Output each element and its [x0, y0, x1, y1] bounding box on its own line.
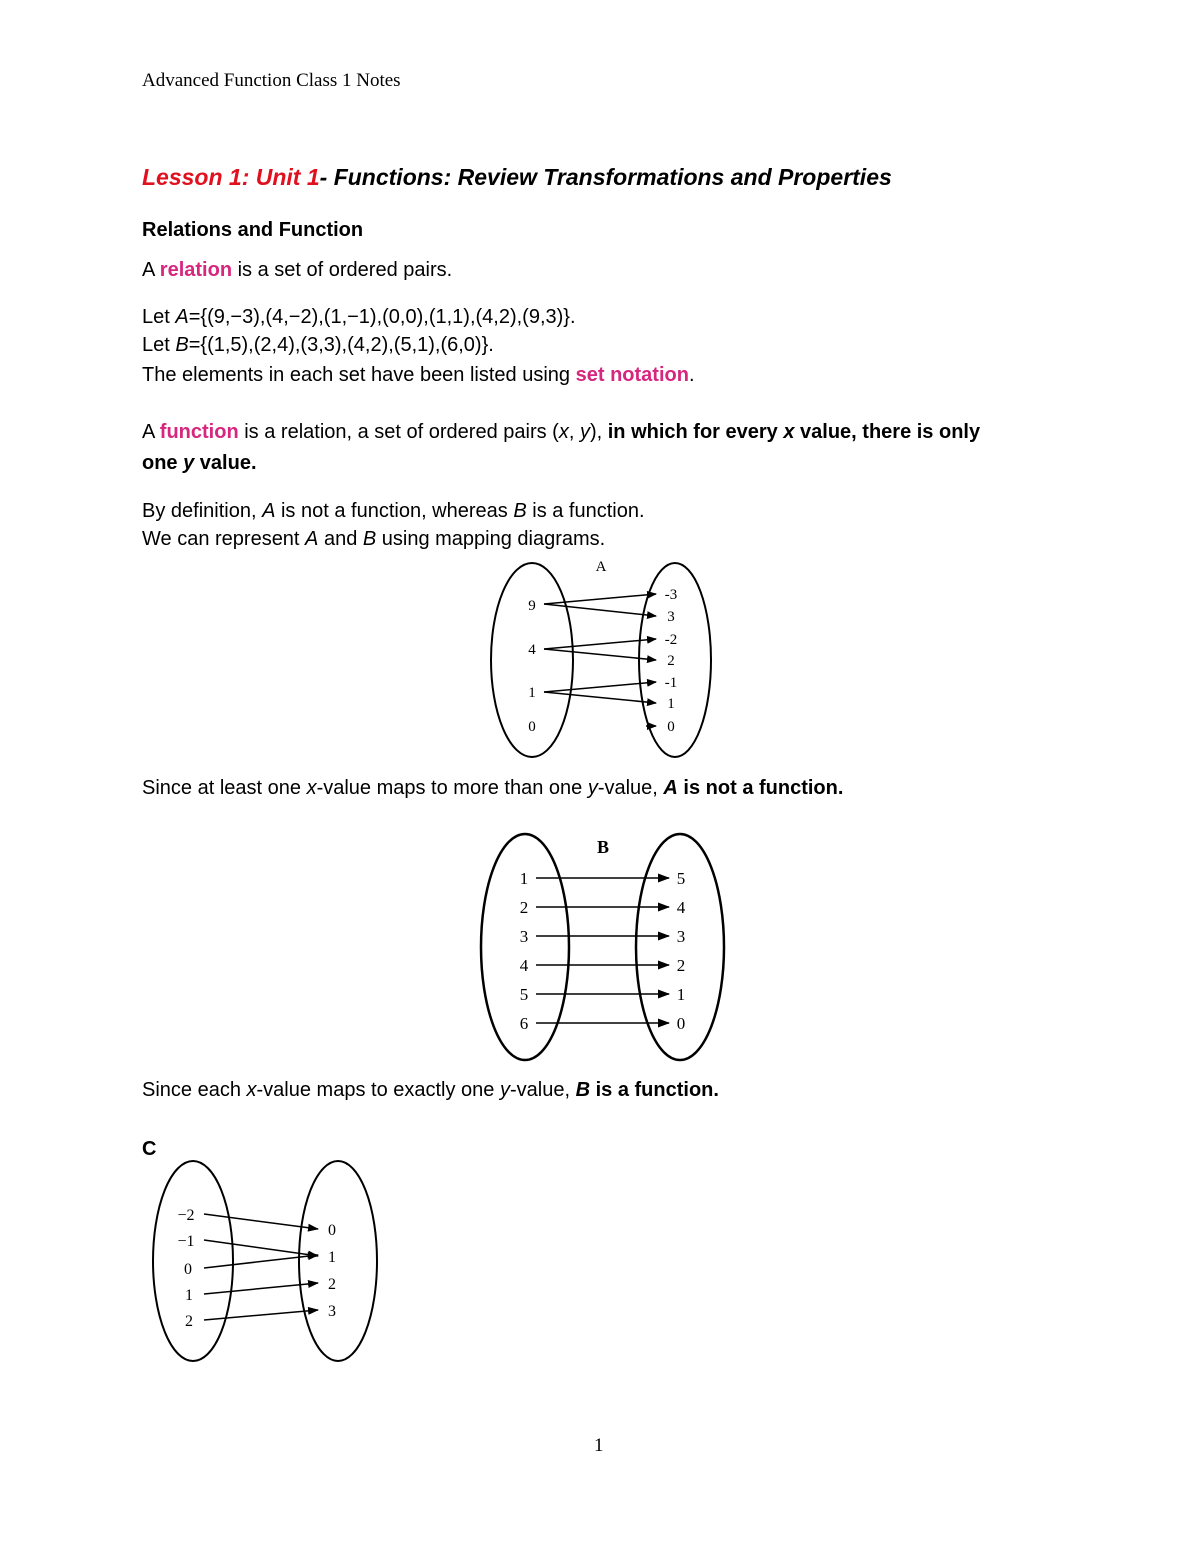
- text: is not a function.: [677, 777, 844, 799]
- range-value: 2: [667, 653, 675, 669]
- text: -value maps to exactly one: [256, 1079, 500, 1101]
- mapping-diagram-b: [470, 830, 740, 1070]
- var-y: y: [183, 452, 195, 474]
- text: ,: [568, 421, 580, 443]
- var-x: x: [783, 421, 795, 443]
- text: and: [318, 528, 363, 550]
- page-number: 1: [594, 1435, 604, 1456]
- mapping-arrow: [544, 682, 656, 692]
- mapping-arrow: [204, 1310, 318, 1320]
- var-x: x: [246, 1079, 257, 1101]
- range-oval: [299, 1161, 377, 1361]
- text: By definition,: [142, 500, 263, 522]
- relation-term: relation: [159, 259, 233, 281]
- range-value: 3: [676, 927, 686, 946]
- domain-value: 2: [185, 1313, 193, 1330]
- diagram-a-label: A: [595, 559, 607, 575]
- range-value: 2: [328, 1276, 336, 1293]
- domain-value: −1: [177, 1233, 195, 1250]
- diagram-b-label: B: [596, 837, 610, 857]
- range-value: 3: [328, 1303, 336, 1320]
- range-value: 2: [676, 956, 686, 975]
- text: is a function.: [526, 500, 645, 522]
- set-notation-term: set notation: [575, 364, 689, 386]
- range-value: -2: [664, 632, 678, 648]
- range-value: 0: [676, 1014, 686, 1033]
- range-value: 5: [676, 869, 686, 888]
- range-value: -1: [664, 675, 678, 691]
- domain-value: 4: [528, 642, 536, 658]
- section-heading: Relations and Function: [142, 219, 364, 241]
- set-name: A: [175, 306, 189, 328]
- conclusion-a: [142, 774, 843, 802]
- set-name: A: [262, 500, 276, 522]
- domain-value: 6: [519, 1014, 529, 1033]
- set-name: A: [305, 528, 319, 550]
- mapping-arrow: [204, 1214, 318, 1229]
- text: A: [142, 421, 160, 443]
- conclusion-b: [142, 1076, 719, 1104]
- text: .: [688, 364, 695, 386]
- mapping-arrow: [544, 594, 656, 604]
- domain-value: 2: [519, 898, 529, 917]
- range-value: -3: [664, 587, 678, 603]
- lesson-title: [142, 164, 892, 191]
- text: The elements in each set have been listed using: [142, 364, 576, 386]
- text: Since each: [142, 1079, 247, 1101]
- text: value.: [194, 452, 257, 474]
- by-definition-line: [142, 497, 645, 525]
- var-y: y: [587, 777, 598, 799]
- domain-value: −2: [177, 1207, 195, 1224]
- range-value: 0: [667, 719, 675, 735]
- set-a-line: [142, 303, 576, 331]
- text: using mapping diagrams.: [376, 528, 606, 550]
- set-notation-line: [142, 361, 695, 389]
- range-value: 1: [676, 985, 686, 1004]
- set-elements: ={(9,−3),(4,−2),(1,−1),(0,0),(1,1),(4,2),(9,3)}.: [188, 306, 576, 328]
- domain-value: 3: [519, 927, 529, 946]
- var-y: y: [499, 1079, 510, 1101]
- diagram-c-label: C: [142, 1138, 157, 1160]
- text: A: [142, 259, 160, 281]
- lesson-title-topic: - Functions: Review Transformations and Properties: [319, 164, 892, 190]
- mapping-arrow: [204, 1255, 318, 1268]
- text: Let: [142, 334, 176, 356]
- text: one: [142, 452, 184, 474]
- domain-value: 5: [519, 985, 529, 1004]
- range-value: 0: [328, 1222, 336, 1239]
- domain-oval: [153, 1161, 233, 1361]
- mapping-diagram-c: [140, 1158, 390, 1368]
- domain-value: 1: [519, 869, 529, 888]
- text: Let: [142, 306, 176, 328]
- domain-value: 0: [184, 1261, 192, 1278]
- text: is a set of ordered pairs.: [232, 259, 453, 281]
- domain-value: 1: [528, 685, 536, 701]
- mapping-diagram-a: [470, 555, 740, 765]
- set-name: B: [575, 1079, 591, 1101]
- text: We can represent: [142, 528, 306, 550]
- text: Since at least one: [142, 777, 307, 799]
- text: in which for every: [607, 421, 784, 443]
- text: value, there is only: [794, 421, 981, 443]
- set-b-line: [142, 331, 494, 359]
- set-name: A: [663, 777, 678, 799]
- domain-value: 4: [519, 956, 529, 975]
- text: is a function.: [590, 1079, 719, 1101]
- text: is not a function, whereas: [275, 500, 514, 522]
- lesson-title-unit: Lesson 1: Unit 1: [142, 164, 320, 190]
- text: ),: [589, 421, 608, 443]
- page-header: Advanced Function Class 1 Notes: [142, 70, 401, 91]
- function-definition-line1: [142, 418, 980, 446]
- text: -value,: [597, 777, 664, 799]
- function-definition-line2: [142, 449, 257, 477]
- var-x: x: [558, 421, 569, 443]
- range-value: 4: [676, 898, 686, 917]
- text: is a relation, a set of ordered pairs (: [238, 421, 559, 443]
- range-value: 1: [328, 1249, 336, 1266]
- var-y: y: [579, 421, 590, 443]
- represent-line: [142, 525, 605, 553]
- text: -value,: [509, 1079, 576, 1101]
- set-name: B: [513, 500, 527, 522]
- range-value: 1: [667, 696, 675, 712]
- range-value: 3: [667, 609, 675, 625]
- domain-value: 9: [528, 598, 536, 614]
- set-name: B: [362, 528, 377, 550]
- function-term: function: [159, 421, 239, 443]
- relation-definition: [142, 256, 452, 284]
- set-elements: ={(1,5),(2,4),(3,3),(4,2),(5,1),(6,0)}.: [188, 334, 494, 356]
- var-x: x: [306, 777, 317, 799]
- domain-value: 1: [185, 1287, 193, 1304]
- mapping-arrow: [544, 604, 656, 616]
- mapping-arrow: [544, 692, 656, 703]
- mapping-arrow: [204, 1240, 318, 1256]
- domain-value: 0: [528, 719, 536, 735]
- set-name: B: [175, 334, 189, 356]
- text: -value maps to more than one: [316, 777, 588, 799]
